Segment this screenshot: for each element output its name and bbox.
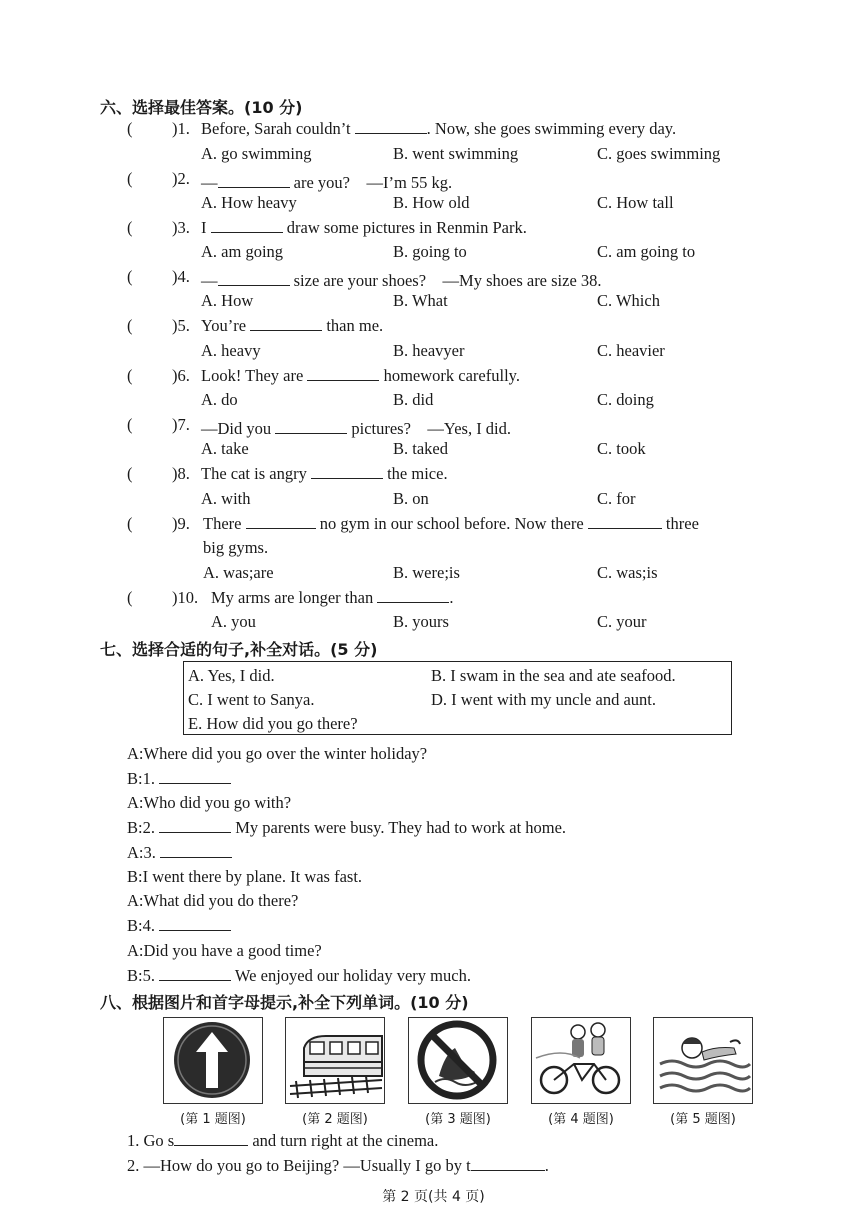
answer-blank[interactable]	[355, 119, 427, 134]
option-b: B. yours	[393, 612, 449, 631]
picture-5	[653, 1017, 753, 1104]
question-stem: — are you? —I’m 55 kg.	[201, 173, 453, 192]
answer-paren: (	[127, 366, 133, 385]
answer-blank[interactable]	[275, 419, 347, 434]
question-number: )1.	[172, 119, 190, 138]
option-a: A. with	[201, 489, 251, 508]
page-footer: 第 2 页(共 4 页)	[382, 1189, 485, 1205]
answer-blank[interactable]	[377, 588, 449, 603]
option-a: A. heavy	[201, 341, 261, 360]
option-a: A. take	[201, 439, 249, 458]
answer-paren: (	[127, 415, 133, 434]
option-b: B. heavyer	[393, 341, 465, 360]
option-c: C. How tall	[597, 193, 674, 212]
section6-heading: 六、选择最佳答案。(10 分)	[100, 98, 303, 117]
swimming-icon	[654, 1018, 751, 1102]
option-a: A. How	[201, 291, 254, 310]
option-b: B. went swimming	[393, 144, 519, 163]
question-stem: —Did you pictures? —Yes, I did.	[201, 419, 512, 438]
picture-1	[163, 1017, 263, 1104]
option-a: A. was;are	[203, 563, 274, 582]
caption-3: (第 3 题图)	[425, 1112, 491, 1127]
option-c: C. doing	[597, 390, 654, 409]
question-number: )10.	[172, 588, 199, 607]
answer-blank[interactable]	[160, 843, 232, 858]
caption-5: (第 5 题图)	[670, 1112, 736, 1127]
option-c: C. am going to	[597, 242, 696, 261]
dialogue-line: A:Where did you go over the winter holiday?	[127, 744, 428, 763]
option-c: C. heavier	[597, 341, 665, 360]
question-stem: The cat is angry the mice.	[201, 464, 448, 483]
question-number: )3.	[172, 218, 190, 237]
sentence-options-box	[183, 661, 732, 735]
answer-blank[interactable]	[211, 218, 283, 233]
question-number: )2.	[172, 169, 190, 188]
dialogue-line: A:Who did you go with?	[127, 793, 292, 812]
caption-4: (第 4 题图)	[548, 1112, 614, 1127]
answer-blank[interactable]	[218, 271, 290, 286]
fill-item-2: 2. —How do you go to Beijing? —Usually I go by t .	[127, 1156, 549, 1175]
picture-4	[531, 1017, 631, 1104]
option-a: A. go swimming	[201, 144, 312, 163]
answer-blank[interactable]	[471, 1156, 545, 1171]
answer-blank[interactable]	[159, 966, 231, 981]
option-a: A. you	[211, 612, 256, 631]
answer-blank[interactable]	[246, 514, 316, 529]
option-c: C. your	[597, 612, 647, 631]
option-b: B. What	[393, 291, 448, 310]
answer-paren: (	[127, 588, 133, 607]
option-a: A. Yes, I did.	[188, 666, 275, 685]
caption-1: (第 1 题图)	[180, 1112, 246, 1127]
answer-paren: (	[127, 119, 133, 138]
option-b: B. on	[393, 489, 429, 508]
option-a: A. am going	[201, 242, 284, 261]
option-b: B. I swam in the sea and ate seafood.	[431, 666, 676, 685]
answer-blank[interactable]	[159, 769, 231, 784]
answer-blank[interactable]	[218, 173, 290, 188]
train-icon	[286, 1018, 383, 1102]
dialogue-line: B:4.	[127, 916, 231, 936]
question-number: )9.	[172, 514, 190, 533]
question-stem: Before, Sarah couldn’t . Now, she goes swimming every day.	[201, 119, 677, 138]
section7-heading: 七、选择合适的句子,补全对话。(5 分)	[100, 640, 378, 659]
option-a: A. How heavy	[201, 193, 297, 212]
question-stem: Look! They are homework carefully.	[201, 366, 520, 385]
option-b: B. taked	[393, 439, 448, 458]
option-d: D. I went with my uncle and aunt.	[431, 690, 656, 709]
go-straight-sign-icon	[164, 1018, 261, 1102]
answer-blank[interactable]	[311, 464, 383, 479]
option-b: B. did	[393, 390, 434, 409]
section8-heading: 八、根据图片和首字母提示,补全下列单词。(10 分)	[100, 993, 469, 1012]
option-b: B. How old	[393, 193, 470, 212]
answer-blank-2[interactable]	[588, 514, 662, 529]
picture-2	[285, 1017, 385, 1104]
dialogue-line: B:5. We enjoyed our holiday very much.	[127, 966, 471, 985]
dialogue-line: B:I went there by plane. It was fast.	[127, 867, 363, 886]
caption-2: (第 2 题图)	[302, 1112, 368, 1127]
answer-blank[interactable]	[250, 316, 322, 331]
option-e: E. How did you go there?	[188, 714, 358, 733]
question-stem: — size are your shoes? —My shoes are size 38.	[201, 271, 602, 290]
question-stem: There no gym in our school before. Now there three	[203, 514, 699, 533]
question-number: )7.	[172, 415, 190, 434]
question-number: )5.	[172, 316, 190, 335]
option-c: C. was;is	[597, 563, 658, 582]
answer-blank[interactable]	[159, 818, 231, 833]
option-c: C. Which	[597, 291, 660, 310]
fill-item-1: 1. Go s and turn right at the cinema.	[127, 1131, 439, 1150]
question-stem: You’re than me.	[201, 316, 384, 335]
answer-blank[interactable]	[159, 916, 231, 931]
option-c: C. I went to Sanya.	[188, 690, 315, 709]
question-number: )4.	[172, 267, 190, 286]
option-b: B. were;is	[393, 563, 460, 582]
dialogue-line: B:2. My parents were busy. They had to work at home.	[127, 818, 567, 837]
answer-blank[interactable]	[307, 366, 379, 381]
answer-paren: (	[127, 169, 133, 188]
answer-paren: (	[127, 316, 133, 335]
question-number: )6.	[172, 366, 190, 385]
answer-blank[interactable]	[174, 1131, 248, 1146]
question-stem: I draw some pictures in Renmin Park.	[201, 218, 527, 237]
no-entry-sign-icon	[409, 1018, 506, 1102]
dialogue-line: A:What did you do there?	[127, 891, 299, 910]
question-stem: My arms are longer than .	[211, 588, 454, 607]
picture-3	[408, 1017, 508, 1104]
option-c: C. goes swimming	[597, 144, 721, 163]
bike-riding-icon	[532, 1018, 629, 1102]
dialogue-line: B:1.	[127, 769, 231, 789]
question-number: )8.	[172, 464, 190, 483]
question-stem-continued: big gyms.	[203, 538, 269, 557]
answer-paren: (	[127, 464, 133, 483]
option-a: A. do	[201, 390, 238, 409]
option-c: C. took	[597, 439, 646, 458]
option-b: B. going to	[393, 242, 467, 261]
option-c: C. for	[597, 489, 636, 508]
answer-paren: (	[127, 218, 133, 237]
answer-paren: (	[127, 267, 133, 286]
dialogue-line: A:Did you have a good time?	[127, 941, 322, 960]
dialogue-line: A:3.	[127, 843, 232, 863]
answer-paren: (	[127, 514, 133, 533]
